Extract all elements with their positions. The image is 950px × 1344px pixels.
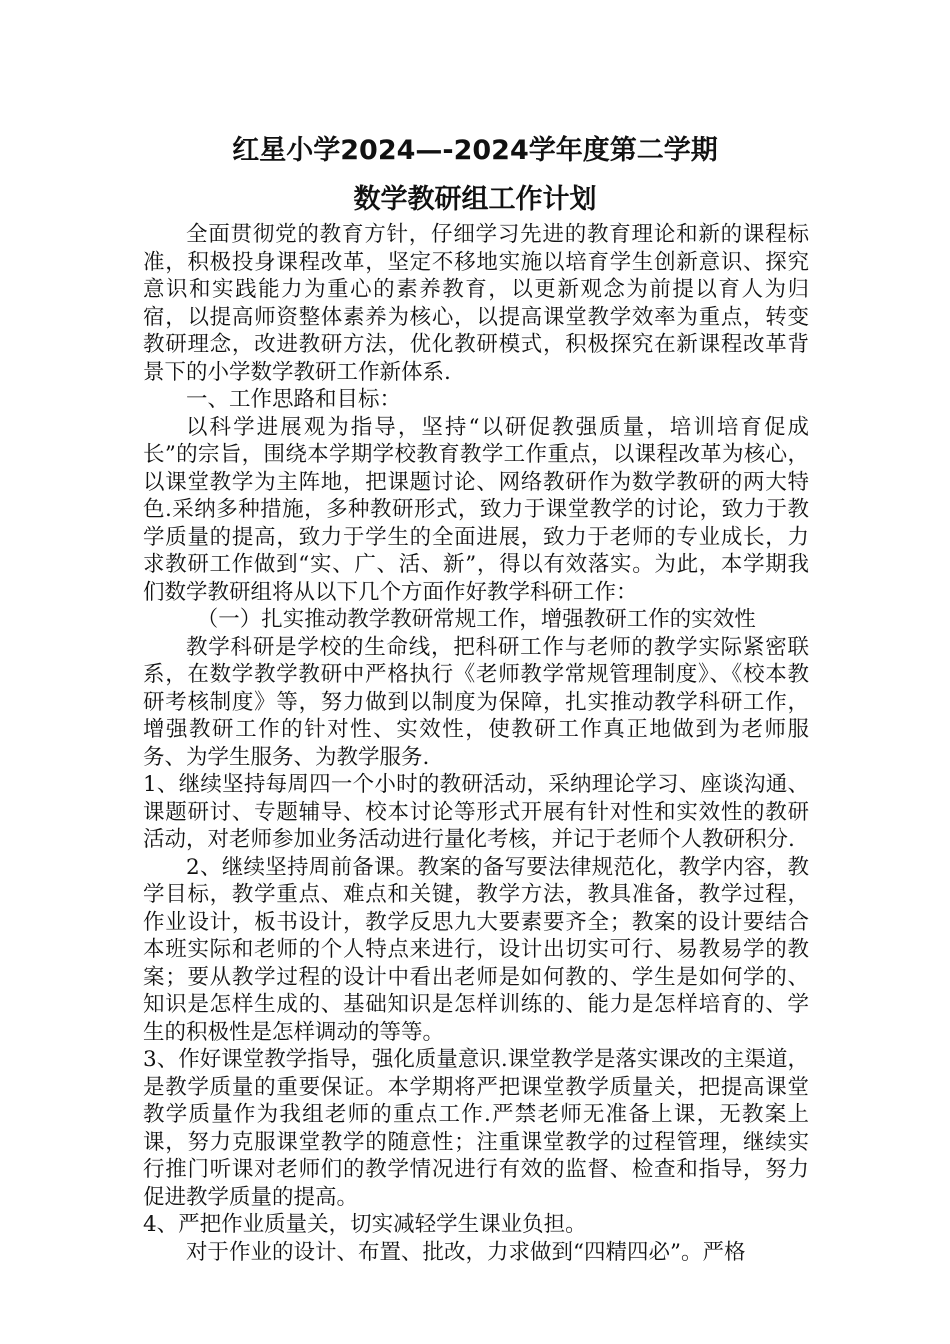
list-item-2: 2、继续坚持周前备课。教案的备写要法律规范化，教学内容，教学目标，教学重点、难点和关键，教学方法，教具准备，教学过程，作业设计，板书设计，教学反思九大要素要齐全；教案的设计要结合本班实际和老师的个人特点来进行，设计出切实可行、易教易学的教案；要从教学过程的设计中看出老师是如何教的、学生是如何学的、知识是怎样生成的、基础知识是怎样训练的、能力是怎样培育的、学生的积极性是怎样调动的等等。 [143, 854, 809, 1045]
subsection-heading-1: （一）扎实推动教学教研常规工作，增强教研工作的实效性 [196, 607, 756, 632]
list-item-1: 1、继续坚持每周四一个小时的教研活动，采纳理论学习、座谈沟通、课题研讨、专题辅导、校本讨论等形式开展有针对性和实效性的教研活动，对老师参加业务活动进行量化考核，并记于老师个人教研积分. [143, 772, 809, 852]
paragraph-homework: 对于作业的设计、布置、批改，力求做到“四精四必”。严格 [186, 1239, 746, 1265]
document-title-line2: 数学教研组工作计划 [353, 184, 597, 215]
list-item-4: 4、严把作业质量关，切实减轻学生课业负担。 [143, 1212, 587, 1237]
paragraph-research: 教学科研是学校的生命线，把科研工作与老师的教学实际紧密联系，在数学教学教研中严格执行《老师教学常规管理制度》、《校本教研考核制度》等，努力做到以制度为保障，扎实推动教学科研工作，增强教研工作的针对性、实效性，使教研工作真正地做到为老师服务、为学生服务、为教学服务. [143, 634, 809, 770]
section-heading-1: 一、工作思路和目标： [186, 387, 402, 412]
paragraph-work-ideas: 以科学进展观为指导，坚持“以研促教强质量，培训培育促成长”的宗旨，围绕本学期学校教育教学工作重点，以课程改革为核心，以课堂教学为主阵地，把课题讨论、网络教研作为数学教研的两大特色.采纳多种措施，多种教研形式，致力于课堂教学的讨论，致力于教学质量的提高，致力于学生的全面进展，致力于老师的专业成长，力求教研工作做到“实、广、活、新”，得以有效落实。为此，本学期我们数学教研组将从以下几个方面作好教学科研工作： [143, 414, 809, 605]
document-body [143, 221, 809, 1266]
document-title-line1: 红星小学2024—-2024学年度第二学期 [232, 135, 718, 166]
paragraph-intro: 全面贯彻党的教育方针，仔细学习先进的教育理论和新的课程标准，积极投身课程改革，坚定不移地实施以培育学生创新意识、探究意识和实践能力为重心的素养教育，以更新观念为前提以育人为归宿，以提高师资整体素养为核心，以提高课堂教学效率为重点，转变教研理念，改进教研方法，优化教研模式，积极探究在新课程改革背景下的小学数学教研工作新体系. [143, 222, 809, 385]
list-item-3: 3、作好课堂教学指导，强化质量意识.课堂教学是落实课改的主渠道，是教学质量的重要保证。本学期将严把课堂教学质量关，把提高课堂教学质量作为我组老师的重点工作.严禁老师无准备上课，无教案上课，努力克服课堂教学的随意性；注重课堂教学的过程管理，继续实行推门听课对老师们的教学情况进行有效的监督、检查和指导，努力促进教学质量的提高。 [143, 1047, 809, 1210]
